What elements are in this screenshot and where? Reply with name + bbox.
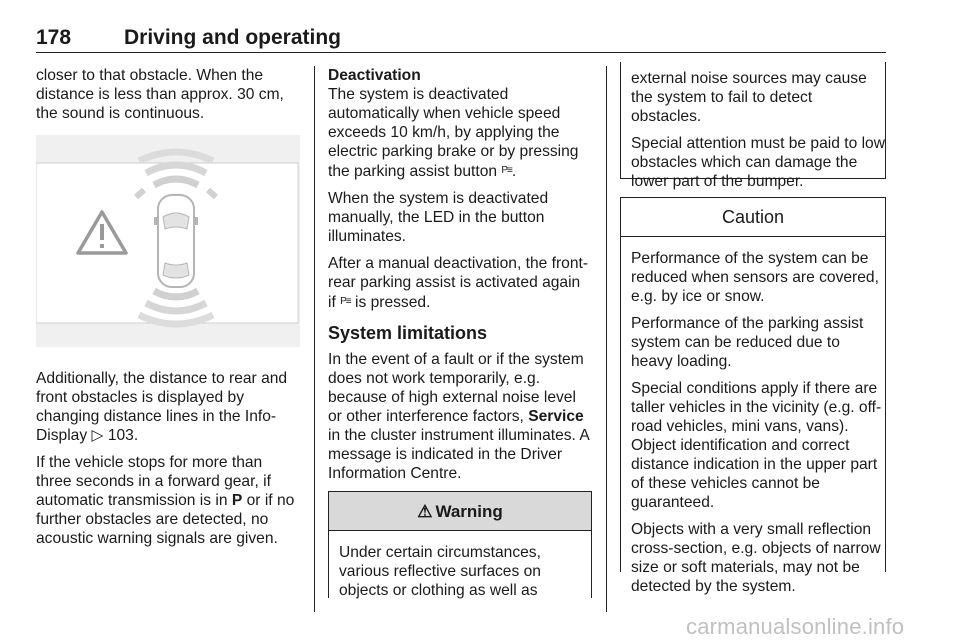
page-reference-icon: ▷	[91, 427, 104, 444]
system-limitations-paragraph: In the event of a fault or if the system does not work temporarily, e.g. because of high external noise level or other interference factors, Service in the cluster instrument illuminates. A message is indicated in the Driver Information Centre.	[328, 351, 589, 482]
warning-box-header: ⚠ Warning	[329, 492, 591, 531]
deactivation-paragraph-3: After a manual deactivation, the front-rear parking assist is activated again if P≡ is pressed.	[328, 255, 589, 311]
caution-box-body	[621, 237, 885, 596]
caution-paragraph-2: Performance of the parking assist system can be reduced due to heavy loading.	[631, 315, 864, 370]
page-header	[36, 26, 886, 53]
intro-paragraph: closer to that obstacle. When the distance is less than approx. 30 cm, the sound is continuous.	[36, 67, 284, 122]
acoustic-signal-paragraph: If the vehicle stops for more than three seconds in a forward gear, if automatic transmission is in P or if no further obstacles are detected, no acoustic warning signals are given.	[36, 454, 295, 547]
warning-text: Under certain circumstances, various reflective surfaces on objects or clothing as well as	[339, 544, 541, 599]
column-divider-1	[314, 66, 315, 612]
column-3	[620, 66, 886, 595]
warning-box	[328, 491, 592, 598]
deactivation-heading: Deactivation	[328, 67, 421, 84]
caution-paragraph-4: Objects with a very small reflection cross-section, e.g. objects of narrow size or soft materials, may not be detected by the system.	[631, 521, 881, 595]
warning-continued-paragraph-1: external noise sources may cause the system to fail to detect obstacles.	[631, 70, 867, 125]
caution-box	[620, 197, 886, 595]
deactivation-paragraph-1: The system is deactivated automatically when vehicle speed exceeds 10 km/h, by applying the electric parking brake or by pressing the parking assist button P≡.	[328, 86, 579, 180]
caution-paragraph-3: Special conditions apply if there are taller vehicles in the vicinity (e.g. off-road vehicles, mini vans, vans). Object identification and correct distance indication in the upper part of these vehicles cannot be guaranteed.	[631, 380, 882, 511]
warning-box-continued	[620, 62, 886, 190]
deactivation-paragraph-2: When the system is deactivated manually, the LED in the button illuminates.	[328, 190, 549, 245]
distance-lines-paragraph: Additionally, the distance to rear and front obstacles is displayed by changing distance lines in the Info-Display ▷ 103.	[36, 370, 288, 444]
footer-watermark: carmanualsonline.info	[686, 614, 905, 639]
warning-icon: ⚠	[417, 501, 433, 521]
column-2	[328, 66, 592, 598]
warning-continued-paragraph-2: Special attention must be paid to low obstacles which can damage the lower part of the bumper.	[631, 135, 885, 190]
page-number: 178	[36, 26, 72, 49]
column-1	[36, 66, 302, 556]
parking-assist-button-icon: P≡	[501, 165, 512, 176]
service-label: Service	[528, 408, 584, 425]
parking-assist-display-illustration	[36, 135, 300, 347]
parking-assist-button-icon: P≡	[340, 296, 351, 307]
caution-paragraph-1: Performance of the system can be reduced when sensors are covered, e.g. by ice or snow.	[631, 250, 879, 305]
parking-assist-figure	[36, 135, 300, 347]
gear-p-label: P	[231, 492, 243, 509]
car-top-view-icon	[154, 195, 198, 287]
system-limitations-heading: System limitations	[328, 323, 488, 343]
warning-box-body	[329, 531, 591, 600]
section-title: Driving and operating	[124, 26, 342, 49]
caution-box-header: Caution	[621, 198, 885, 237]
column-divider-2	[606, 66, 607, 612]
